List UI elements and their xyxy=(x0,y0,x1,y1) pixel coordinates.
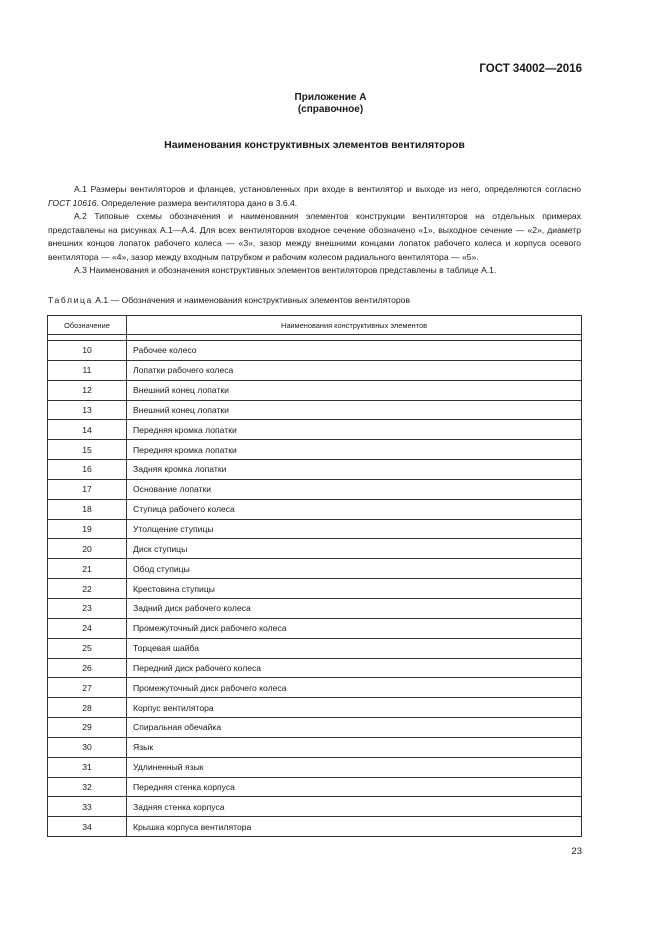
table-row xyxy=(48,757,582,777)
table-row xyxy=(48,479,582,499)
appendix-title: Приложение А xyxy=(294,92,367,103)
table-row xyxy=(48,499,582,519)
table-header-row xyxy=(48,316,582,335)
table-row xyxy=(48,658,582,678)
row-code-cell: 21 xyxy=(48,559,127,579)
table-row xyxy=(48,718,582,738)
row-name-cell: Крестовина ступицы xyxy=(127,579,582,599)
row-code-cell: 13 xyxy=(48,400,127,420)
row-name-cell: Ступица рабочего колеса xyxy=(127,499,582,519)
table-row xyxy=(48,817,582,837)
row-code-cell: 34 xyxy=(48,817,127,837)
row-code-cell: 19 xyxy=(48,519,127,539)
table-body xyxy=(48,335,582,837)
appendix-header xyxy=(0,92,661,116)
table-row xyxy=(48,598,582,618)
row-name-cell: Задняя стенка корпуса xyxy=(127,797,582,817)
row-name-cell: Передняя стенка корпуса xyxy=(127,777,582,797)
section-heading: Наименования конструктивных элементов вентиляторов xyxy=(164,139,465,151)
table-row xyxy=(48,698,582,718)
row-code-cell: 10 xyxy=(48,341,127,361)
row-name-cell: Язык xyxy=(127,737,582,757)
row-code-cell: 29 xyxy=(48,718,127,738)
row-code-cell: 15 xyxy=(48,440,127,460)
row-code-cell: 11 xyxy=(48,360,127,380)
table-row xyxy=(48,360,582,380)
row-name-cell: Торцевая шайба xyxy=(127,638,582,658)
row-code-cell: 26 xyxy=(48,658,127,678)
row-code-cell: 28 xyxy=(48,698,127,718)
table-row xyxy=(48,579,582,599)
table-row xyxy=(48,638,582,658)
row-code-cell: 16 xyxy=(48,460,127,480)
row-name-cell: Рабочее колесо xyxy=(127,341,582,361)
table-row xyxy=(48,460,582,480)
row-code-cell: 27 xyxy=(48,678,127,698)
row-code-cell: 23 xyxy=(48,598,127,618)
paragraph-a2: А.2 Типовые схемы обозначения и наименования элементов конструкции вентиляторов на отдельных примерах представлены на рисунках А.1—А.4. Для всех вентиляторов входное сечение обозначено «1», выходное сечение — «2», диаметр внешних концов лопаток рабочего колеса — «3», зазор между внешними концами лопаток рабочего колеса и корпуса осевого вентилятора — «4», зазор между входным патрубком и рабочим колесом радиального вентилятора — «5». xyxy=(48,211,581,262)
row-code-cell: 25 xyxy=(48,638,127,658)
row-code-cell: 22 xyxy=(48,579,127,599)
row-name-cell: Задняя кромка лопатки xyxy=(127,460,582,480)
table-caption-text: А.1 — Обозначения и наименования конструктивных элементов вентиляторов xyxy=(92,295,411,305)
table-row xyxy=(48,737,582,757)
table-row xyxy=(48,420,582,440)
table-row xyxy=(48,341,582,361)
row-name-cell: Спиральная обечайка xyxy=(127,718,582,738)
table-row xyxy=(48,400,582,420)
table-caption xyxy=(48,295,410,305)
table-row xyxy=(48,380,582,400)
row-name-cell: Утолщение ступицы xyxy=(127,519,582,539)
row-name-cell: Диск ступицы xyxy=(127,539,582,559)
row-code-cell: 32 xyxy=(48,777,127,797)
table-row xyxy=(48,678,582,698)
row-name-cell: Удлиненный язык xyxy=(127,757,582,777)
row-code-cell: 20 xyxy=(48,539,127,559)
paragraph-a1-end: . Определение размера вентилятора дано в 3.6.4. xyxy=(96,197,298,208)
column-header-name: Наименования конструктивных элементов xyxy=(127,316,582,335)
row-name-cell: Передний диск рабочего колеса xyxy=(127,658,582,678)
table-row xyxy=(48,618,582,638)
table-row xyxy=(48,440,582,460)
row-code-cell: 30 xyxy=(48,737,127,757)
row-code-cell: 12 xyxy=(48,380,127,400)
row-code-cell: 31 xyxy=(48,757,127,777)
body-text xyxy=(48,183,581,278)
paragraph-a3: А.3 Наименования и обозначения конструктивных элементов вентиляторов представлены в таблице А.1. xyxy=(74,265,497,275)
designations-table xyxy=(47,315,582,837)
paragraph-a1-start: А.1 Размеры вентиляторов и фланцев, установленных при входе в вентилятор и выходе из него, определяются согласно xyxy=(74,184,581,194)
row-name-cell: Основание лопатки xyxy=(127,479,582,499)
table-row xyxy=(48,797,582,817)
row-name-cell: Передняя кромка лопатки xyxy=(127,420,582,440)
row-name-cell: Внешний конец лопатки xyxy=(127,400,582,420)
row-name-cell: Передняя кромка лопатки xyxy=(127,440,582,460)
row-name-cell: Корпус вентилятора xyxy=(127,698,582,718)
paragraph-a1 xyxy=(48,183,581,210)
table-caption-label: Таблица xyxy=(48,295,93,305)
table-row xyxy=(48,539,582,559)
page-number: 23 xyxy=(571,846,582,857)
row-code-cell: 33 xyxy=(48,797,127,817)
table-row xyxy=(48,777,582,797)
appendix-subtitle: (справочное) xyxy=(297,104,364,115)
column-header-code: Обозначение xyxy=(48,316,127,335)
row-name-cell: Лопатки рабочего колеса xyxy=(127,360,582,380)
table-row xyxy=(48,519,582,539)
standard-reference-link: ГОСТ 10616 xyxy=(48,197,97,208)
row-code-cell: 14 xyxy=(48,420,127,440)
row-code-cell: 17 xyxy=(48,479,127,499)
row-name-cell: Промежуточный диск рабочего колеса xyxy=(127,678,582,698)
row-name-cell: Внешний конец лопатки xyxy=(127,380,582,400)
row-code-cell: 24 xyxy=(48,618,127,638)
row-name-cell: Задний диск рабочего колеса xyxy=(127,598,582,618)
document-code: ГОСТ 34002—2016 xyxy=(479,63,582,75)
row-code-cell: 18 xyxy=(48,499,127,519)
row-name-cell: Крышка корпуса вентилятора xyxy=(127,817,582,837)
row-name-cell: Промежуточный диск рабочего колеса xyxy=(127,618,582,638)
row-name-cell: Обод ступицы xyxy=(127,559,582,579)
table-row xyxy=(48,559,582,579)
